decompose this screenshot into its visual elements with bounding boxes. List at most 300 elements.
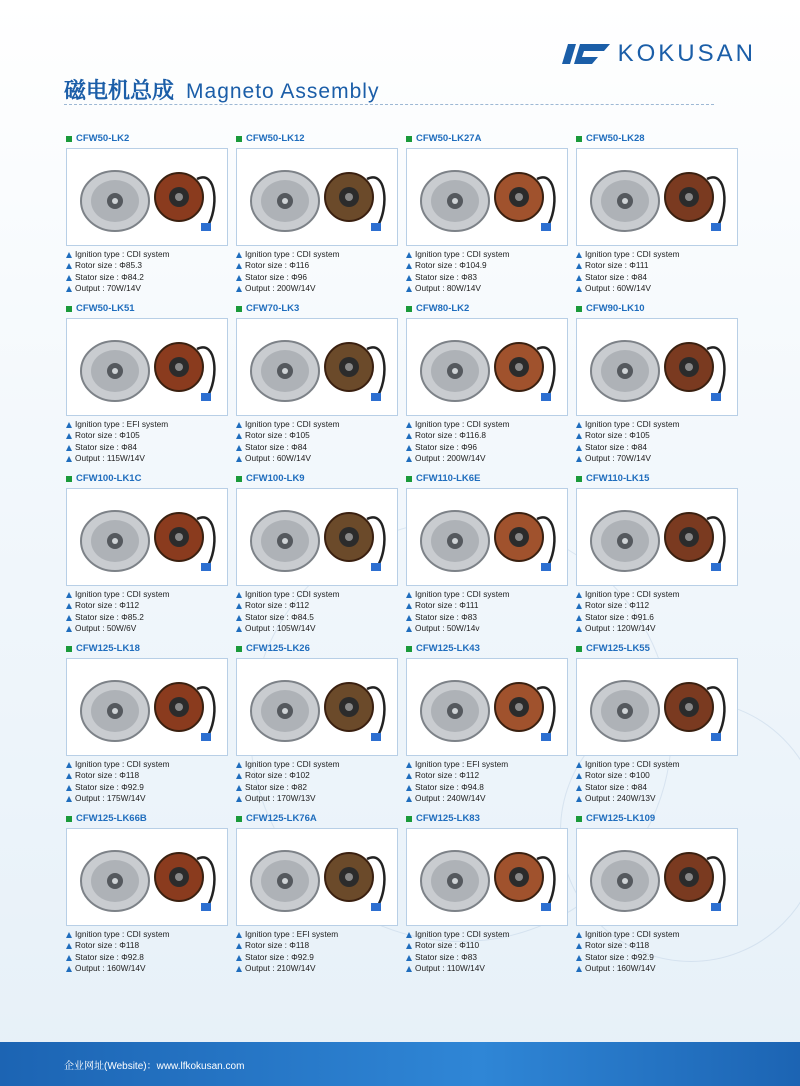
triangle-bullet-icon: [406, 445, 412, 451]
triangle-bullet-icon: [236, 433, 242, 439]
spec-item: [406, 272, 510, 283]
product-model: [236, 303, 299, 314]
magneto-rotor-stator-icon: [237, 829, 397, 925]
product-card: [572, 133, 742, 303]
triangle-bullet-icon: [236, 603, 242, 609]
product-model: [406, 643, 480, 654]
green-square-bullet-icon: [66, 306, 72, 312]
product-model: [66, 133, 129, 144]
product-photo: [406, 488, 568, 586]
triangle-bullet-icon: [66, 263, 72, 269]
spec-text: Output : 200W/14V: [415, 453, 486, 464]
spec-item: [576, 430, 680, 441]
spec-text: Stator size : Φ83: [415, 611, 477, 622]
spec-item: [66, 442, 168, 453]
triangle-bullet-icon: [236, 592, 242, 598]
title-divider: [64, 104, 714, 105]
spec-item: [576, 940, 680, 951]
product-photo: [406, 828, 568, 926]
spec-text: Stator size : Φ83: [415, 951, 477, 962]
spec-text: Output : 70W/14V: [75, 283, 141, 294]
triangle-bullet-icon: [66, 773, 72, 779]
spec-list: [66, 759, 170, 805]
product-model-label: CFW125-LK83: [416, 813, 480, 824]
spec-text: Ignition type : CDI system: [415, 589, 510, 599]
spec-item: [236, 453, 340, 464]
spec-item: [236, 952, 338, 963]
product-card: [232, 133, 402, 303]
spec-text: Ignition type : CDI system: [585, 419, 680, 429]
spec-item: [406, 249, 510, 260]
product-photo: [576, 658, 738, 756]
spec-item: [406, 589, 510, 600]
green-square-bullet-icon: [236, 136, 242, 142]
spec-text: Ignition type : EFI system: [75, 419, 169, 429]
spec-item: [576, 260, 680, 271]
spec-text: Stator size : Φ92.9: [245, 951, 314, 962]
spec-text: Output : 115W/14V: [75, 453, 145, 464]
spec-text: Output : 120W/14V: [585, 623, 656, 634]
spec-text: Rotor size : Φ118: [585, 940, 650, 951]
product-model: [66, 303, 135, 314]
spec-text: Ignition type : CDI system: [245, 759, 340, 769]
triangle-bullet-icon: [66, 592, 72, 598]
triangle-bullet-icon: [576, 275, 582, 281]
spec-item: [66, 793, 170, 804]
spec-text: Stator size : Φ84: [585, 781, 647, 792]
triangle-bullet-icon: [576, 433, 582, 439]
spec-item: [576, 793, 680, 804]
product-model: [66, 813, 147, 824]
spec-item: [406, 283, 510, 294]
green-square-bullet-icon: [576, 646, 582, 652]
triangle-bullet-icon: [236, 252, 242, 258]
product-model: [236, 473, 305, 484]
product-model-label: CFW125-LK43: [416, 643, 480, 654]
spec-text: Ignition type : CDI system: [585, 929, 680, 939]
product-model-label: CFW125-LK66B: [76, 813, 147, 824]
product-model-label: CFW125-LK76A: [246, 813, 317, 824]
product-photo: [66, 488, 228, 586]
spec-item: [236, 272, 340, 283]
spec-text: Ignition type : CDI system: [75, 249, 170, 259]
green-square-bullet-icon: [66, 476, 72, 482]
product-model: [236, 813, 317, 824]
spec-text: Rotor size : Φ85.3: [75, 260, 143, 271]
spec-item: [576, 453, 680, 464]
product-model: [576, 133, 645, 144]
spec-list: [576, 929, 680, 975]
triangle-bullet-icon: [66, 762, 72, 768]
product-photo: [236, 658, 398, 756]
spec-text: Ignition type : EFI system: [415, 759, 509, 769]
product-card: [232, 813, 402, 983]
triangle-bullet-icon: [406, 626, 412, 632]
spec-item: [236, 249, 340, 260]
spec-item: [406, 612, 510, 623]
spec-item: [236, 260, 340, 271]
spec-item: [406, 453, 510, 464]
product-card: [402, 473, 572, 643]
product-photo: [236, 148, 398, 246]
triangle-bullet-icon: [406, 422, 412, 428]
product-model-label: CFW125-LK55: [586, 643, 650, 654]
spec-text: Stator size : Φ84: [585, 271, 647, 282]
product-model-label: CFW100-LK9: [246, 473, 305, 484]
product-photo: [236, 828, 398, 926]
triangle-bullet-icon: [406, 286, 412, 292]
spec-item: [576, 782, 680, 793]
spec-item: [236, 793, 340, 804]
spec-text: Rotor size : Φ100: [585, 770, 650, 781]
magneto-rotor-stator-icon: [237, 489, 397, 585]
spec-item: [66, 929, 170, 940]
spec-item: [236, 600, 340, 611]
triangle-bullet-icon: [576, 966, 582, 972]
product-photo: [406, 658, 568, 756]
magneto-rotor-stator-icon: [407, 149, 567, 245]
triangle-bullet-icon: [576, 932, 582, 938]
product-model: [406, 133, 481, 144]
product-model-label: CFW125-LK109: [586, 813, 656, 824]
spec-item: [66, 283, 170, 294]
spec-item: [66, 612, 170, 623]
page-title-en: Magneto Assembly: [186, 80, 380, 103]
spec-item: [236, 759, 340, 770]
spec-item: [406, 770, 508, 781]
brand-logo-mark-icon: [562, 43, 610, 65]
spec-text: Stator size : Φ84.2: [75, 271, 144, 282]
magneto-rotor-stator-icon: [577, 489, 737, 585]
triangle-bullet-icon: [406, 796, 412, 802]
spec-text: Rotor size : Φ111: [585, 260, 649, 271]
product-photo: [576, 148, 738, 246]
triangle-bullet-icon: [66, 445, 72, 451]
spec-item: [576, 759, 680, 770]
product-model-label: CFW50-LK28: [586, 133, 645, 144]
spec-item: [576, 963, 680, 974]
spec-list: [66, 249, 170, 295]
magneto-rotor-stator-icon: [237, 319, 397, 415]
spec-text: Ignition type : CDI system: [585, 589, 680, 599]
footer-bar: [0, 1042, 800, 1086]
triangle-bullet-icon: [236, 263, 242, 269]
spec-text: Rotor size : Φ105: [75, 430, 140, 441]
product-model-label: CFW90-LK10: [586, 303, 645, 314]
spec-item: [576, 612, 680, 623]
spec-text: Ignition type : CDI system: [415, 249, 510, 259]
spec-text: Stator size : Φ84: [75, 441, 137, 452]
product-card: [62, 643, 232, 813]
triangle-bullet-icon: [236, 932, 242, 938]
triangle-bullet-icon: [576, 445, 582, 451]
spec-list: [236, 589, 340, 635]
triangle-bullet-icon: [66, 433, 72, 439]
green-square-bullet-icon: [66, 136, 72, 142]
triangle-bullet-icon: [406, 603, 412, 609]
product-model: [576, 813, 655, 824]
product-photo: [576, 828, 738, 926]
spec-item: [576, 249, 680, 260]
spec-item: [576, 283, 680, 294]
triangle-bullet-icon: [576, 603, 582, 609]
spec-text: Output : 60W/14V: [245, 453, 311, 464]
spec-item: [576, 419, 680, 430]
spec-text: Stator size : Φ92.8: [75, 951, 144, 962]
product-model: [236, 133, 305, 144]
magneto-rotor-stator-icon: [407, 489, 567, 585]
magneto-rotor-stator-icon: [577, 659, 737, 755]
spec-item: [66, 453, 168, 464]
spec-text: Rotor size : Φ111: [415, 600, 479, 611]
triangle-bullet-icon: [576, 615, 582, 621]
triangle-bullet-icon: [406, 252, 412, 258]
triangle-bullet-icon: [406, 433, 412, 439]
spec-item: [406, 952, 510, 963]
spec-text: Output : 175W/14V: [75, 793, 146, 804]
triangle-bullet-icon: [236, 966, 242, 972]
spec-text: Ignition type : CDI system: [585, 759, 680, 769]
product-model-label: CFW50-LK12: [246, 133, 305, 144]
green-square-bullet-icon: [576, 816, 582, 822]
product-card: [572, 813, 742, 983]
spec-list: [236, 759, 340, 805]
spec-item: [406, 793, 508, 804]
spec-item: [576, 929, 680, 940]
triangle-bullet-icon: [576, 286, 582, 292]
green-square-bullet-icon: [406, 306, 412, 312]
triangle-bullet-icon: [236, 773, 242, 779]
product-model: [66, 643, 140, 654]
product-card: [232, 473, 402, 643]
spec-item: [66, 940, 170, 951]
spec-item: [66, 272, 170, 283]
product-photo: [236, 318, 398, 416]
spec-text: Rotor size : Φ112: [245, 600, 310, 611]
product-card: [232, 303, 402, 473]
product-model: [576, 643, 650, 654]
magneto-rotor-stator-icon: [577, 829, 737, 925]
product-card: [62, 813, 232, 983]
triangle-bullet-icon: [576, 422, 582, 428]
magneto-rotor-stator-icon: [67, 489, 227, 585]
product-photo: [406, 148, 568, 246]
triangle-bullet-icon: [406, 785, 412, 791]
triangle-bullet-icon: [576, 456, 582, 462]
spec-text: Ignition type : CDI system: [75, 589, 170, 599]
spec-text: Rotor size : Φ118: [75, 940, 140, 951]
spec-list: [406, 419, 510, 465]
product-card: [402, 303, 572, 473]
spec-text: Ignition type : CDI system: [75, 929, 170, 939]
spec-item: [406, 940, 510, 951]
magneto-rotor-stator-icon: [407, 319, 567, 415]
spec-item: [576, 952, 680, 963]
product-card: [62, 133, 232, 303]
spec-text: Output : 80W/14V: [415, 283, 481, 294]
triangle-bullet-icon: [66, 603, 72, 609]
triangle-bullet-icon: [236, 785, 242, 791]
triangle-bullet-icon: [66, 955, 72, 961]
spec-item: [406, 759, 508, 770]
spec-item: [576, 272, 680, 283]
spec-list: [66, 929, 170, 975]
magneto-rotor-stator-icon: [237, 659, 397, 755]
spec-list: [576, 249, 680, 295]
triangle-bullet-icon: [66, 626, 72, 632]
spec-list: [236, 929, 338, 975]
magneto-rotor-stator-icon: [67, 319, 227, 415]
spec-item: [66, 759, 170, 770]
spec-text: Ignition type : CDI system: [585, 249, 680, 259]
spec-text: Rotor size : Φ112: [585, 600, 650, 611]
spec-text: Output : 240W/14V: [415, 793, 486, 804]
triangle-bullet-icon: [236, 422, 242, 428]
spec-text: Ignition type : CDI system: [245, 589, 340, 599]
product-card: [402, 643, 572, 813]
green-square-bullet-icon: [406, 476, 412, 482]
triangle-bullet-icon: [66, 422, 72, 428]
triangle-bullet-icon: [406, 263, 412, 269]
product-card: [572, 303, 742, 473]
product-model-label: CFW110-LK15: [586, 473, 650, 484]
triangle-bullet-icon: [406, 943, 412, 949]
spec-text: Stator size : Φ84: [245, 441, 307, 452]
spec-item: [406, 623, 510, 634]
spec-item: [66, 963, 170, 974]
product-photo: [66, 658, 228, 756]
spec-text: Stator size : Φ91.6: [585, 611, 654, 622]
spec-text: Ignition type : CDI system: [75, 759, 170, 769]
product-grid: [62, 133, 742, 983]
spec-text: Rotor size : Φ102: [245, 770, 310, 781]
product-photo: [66, 318, 228, 416]
product-card: [572, 643, 742, 813]
spec-list: [406, 249, 510, 295]
spec-item: [66, 952, 170, 963]
product-photo: [576, 318, 738, 416]
spec-item: [66, 249, 170, 260]
magneto-rotor-stator-icon: [407, 659, 567, 755]
product-photo: [236, 488, 398, 586]
product-model: [406, 813, 480, 824]
product-model-label: CFW100-LK1C: [76, 473, 142, 484]
green-square-bullet-icon: [406, 136, 412, 142]
spec-item: [576, 600, 680, 611]
spec-text: Rotor size : Φ118: [75, 770, 140, 781]
product-model: [236, 643, 310, 654]
spec-item: [576, 623, 680, 634]
triangle-bullet-icon: [66, 966, 72, 972]
triangle-bullet-icon: [576, 252, 582, 258]
spec-text: Rotor size : Φ118: [245, 940, 310, 951]
product-model-label: CFW70-LK3: [246, 303, 300, 314]
spec-list: [576, 589, 680, 635]
magneto-rotor-stator-icon: [577, 149, 737, 245]
spec-item: [66, 419, 168, 430]
product-model: [406, 303, 469, 314]
spec-item: [236, 442, 340, 453]
triangle-bullet-icon: [406, 966, 412, 972]
spec-text: Output : 160W/14V: [75, 963, 146, 974]
green-square-bullet-icon: [576, 476, 582, 482]
triangle-bullet-icon: [66, 943, 72, 949]
spec-item: [406, 782, 508, 793]
product-card: [62, 303, 232, 473]
spec-text: Output : 210W/14V: [245, 963, 316, 974]
spec-text: Rotor size : Φ104.9: [415, 260, 487, 271]
triangle-bullet-icon: [66, 796, 72, 802]
triangle-bullet-icon: [406, 955, 412, 961]
spec-text: Output : 240W/13V: [585, 793, 656, 804]
spec-text: Stator size : Φ82: [245, 781, 307, 792]
triangle-bullet-icon: [576, 785, 582, 791]
product-model-label: CFW125-LK26: [246, 643, 310, 654]
green-square-bullet-icon: [66, 646, 72, 652]
green-square-bullet-icon: [406, 646, 412, 652]
spec-item: [576, 442, 680, 453]
spec-text: Ignition type : CDI system: [415, 929, 510, 939]
magneto-rotor-stator-icon: [577, 319, 737, 415]
product-photo: [576, 488, 738, 586]
triangle-bullet-icon: [66, 785, 72, 791]
spec-item: [236, 430, 340, 441]
spec-text: Stator size : Φ96: [245, 271, 307, 282]
triangle-bullet-icon: [236, 955, 242, 961]
spec-text: Output : 160W/14V: [585, 963, 656, 974]
spec-item: [576, 589, 680, 600]
product-model-label: CFW125-LK18: [76, 643, 140, 654]
spec-item: [236, 623, 340, 634]
triangle-bullet-icon: [236, 762, 242, 768]
spec-list: [576, 419, 680, 465]
spec-text: Stator size : Φ92.9: [75, 781, 144, 792]
spec-text: Rotor size : Φ105: [585, 430, 650, 441]
spec-list: [66, 589, 170, 635]
triangle-bullet-icon: [576, 955, 582, 961]
triangle-bullet-icon: [66, 932, 72, 938]
triangle-bullet-icon: [406, 932, 412, 938]
spec-item: [236, 929, 338, 940]
spec-list: [576, 759, 680, 805]
spec-item: [406, 260, 510, 271]
spec-item: [236, 419, 340, 430]
spec-item: [236, 589, 340, 600]
brand-logo: [562, 40, 756, 68]
spec-text: Ignition type : EFI system: [245, 929, 339, 939]
spec-item: [236, 283, 340, 294]
product-card: [402, 813, 572, 983]
spec-text: Ignition type : CDI system: [415, 419, 510, 429]
spec-item: [406, 929, 510, 940]
product-model-label: CFW50-LK2: [76, 133, 130, 144]
magneto-rotor-stator-icon: [67, 149, 227, 245]
spec-list: [406, 589, 510, 635]
product-card: [572, 473, 742, 643]
spec-item: [236, 782, 340, 793]
spec-list: [406, 759, 508, 805]
spec-list: [236, 419, 340, 465]
green-square-bullet-icon: [576, 136, 582, 142]
magneto-rotor-stator-icon: [237, 149, 397, 245]
green-square-bullet-icon: [236, 476, 242, 482]
spec-item: [66, 589, 170, 600]
spec-text: Stator size : Φ94.8: [415, 781, 484, 792]
triangle-bullet-icon: [406, 456, 412, 462]
brand-name: KOKUSAN: [617, 40, 756, 67]
triangle-bullet-icon: [236, 275, 242, 281]
product-model: [576, 303, 645, 314]
